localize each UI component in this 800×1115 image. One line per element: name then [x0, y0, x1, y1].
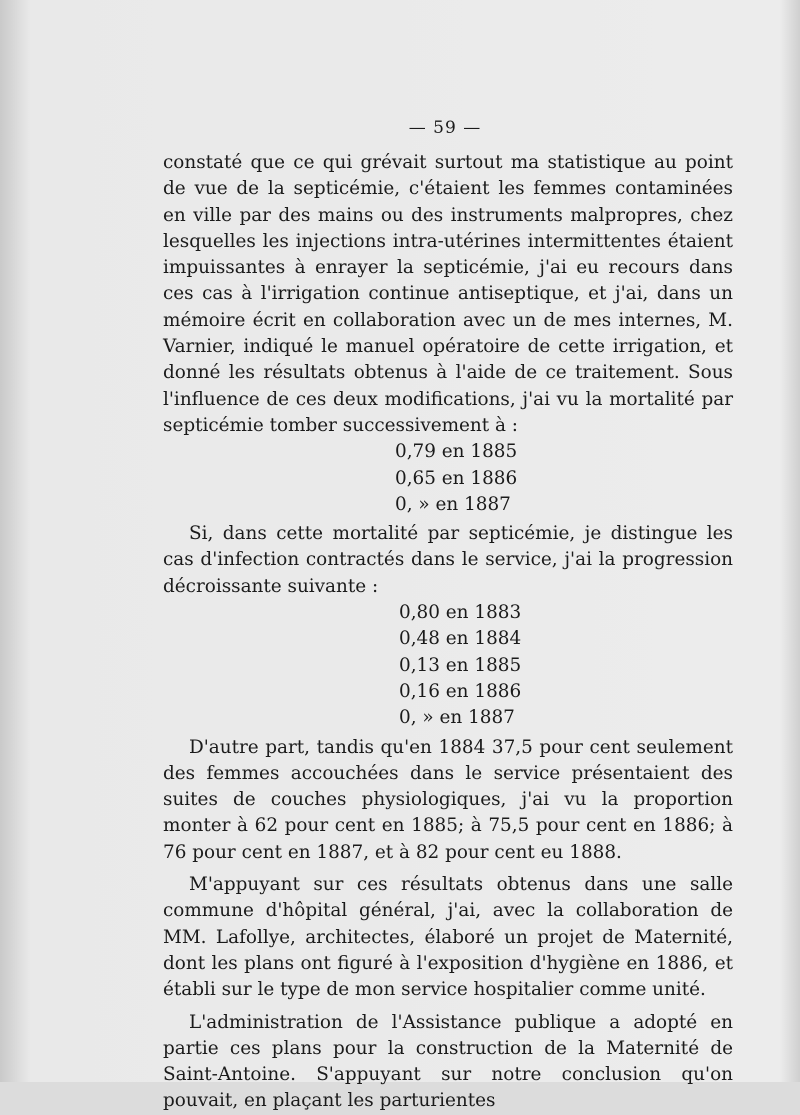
page-number: — 59 —: [408, 118, 482, 138]
service-infection-list: [163, 600, 733, 731]
paragraph-1: constaté que ce qui grévait surtout ma statistique au point de vue de la septicémie, c'étaient les femmes contaminées en ville par des mains ou des instruments malpropres, chez lesquelles les injections intra-utérines intermittentes étaient impuissantes à enrayer la septicémie, j'ai eu recours dans ces cas à l'irrigation continue antiseptique, et j'ai, dans un mémoire écrit en collaboration avec un de mes internes, M. Varnier, indiqué le manuel opératoire de cette irrigation, et donné les résultats obtenus à l'aide de ce traitement. Sous l'influence de ces deux modifications, j'ai vu la mortalité par septicémie tomber successivement à :: [163, 152, 733, 436]
stat-line: 0,65 en 1886: [395, 467, 518, 489]
body-text: [163, 150, 733, 1115]
stat-line: 0, » en 1887: [399, 707, 515, 729]
paragraph-4: M'appuyant sur ces résultats obtenus dans une salle commune d'hôpital général, j'ai, avec la collaboration de MM. Lafollye, architectes, élaboré un projet de Maternité, dont les plans ont figuré à l'exposition d'hygiène en 1886, et établi sur le type de mon service hospitalier comme unité.: [163, 874, 733, 1001]
paragraph-2: Si, dans cette mortalité par septicémie, je distingue les cas d'infection contractés dans le service, j'ai la progression décroissante suivante :: [163, 523, 733, 597]
mortality-list: [163, 439, 733, 518]
stat-line: 0, » en 1887: [395, 493, 511, 515]
stat-line: 0,79 en 1885: [395, 441, 518, 463]
paragraph-3: D'autre part, tandis qu'en 1884 37,5 pour cent seulement des femmes accouchées dans le service présentaient des suites de couches physiologiques, j'ai vu la proportion monter à 62 pour cent en 1885; à 75,5 pour cent en 1886; à 76 pour cent en 1887, et à 82 pour cent eu 1888.: [163, 736, 733, 863]
stat-line: 0,16 en 1886: [399, 680, 522, 702]
paragraph-5: L'administration de l'Assistance publique a adopté en partie ces plans pour la construction de la Maternité de Saint-Antoine. S'appuyant sur notre conclusion qu'on pouvait, en plaçant les parturientes: [163, 1011, 733, 1112]
stat-line: 0,13 en 1885: [399, 654, 522, 676]
stat-line: 0,48 en 1884: [399, 628, 522, 650]
stat-line: 0,80 en 1883: [399, 602, 522, 624]
